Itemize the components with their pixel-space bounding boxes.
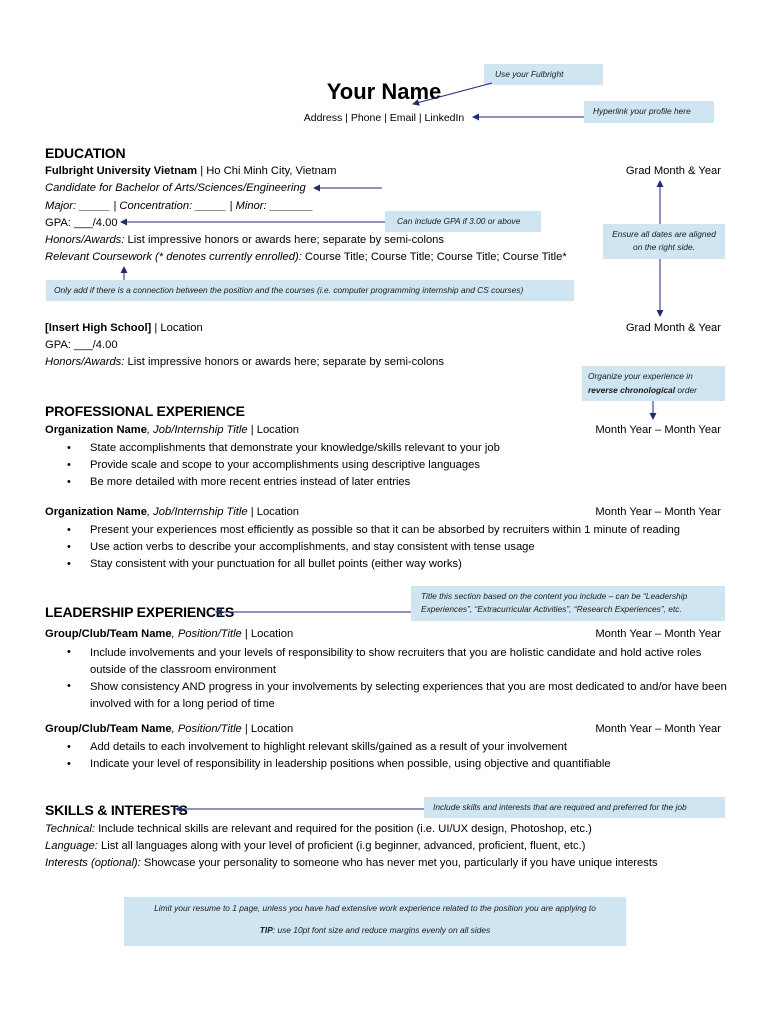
leadership-heading: LEADERSHIP EXPERIENCES (45, 604, 235, 620)
limit-text: Limit your resume to 1 page, unless you have had extensive work experience related to the position you are applying to (154, 903, 596, 913)
note-title-section: Title this section based on the content you include – can be “Leadership Experiences”, “Extracurricular Activities”, “Research Experiences”, etc. (411, 586, 725, 621)
note-use-fulbright: Use your Fulbright (484, 64, 603, 85)
job2-title: , Job/Internship Title (146, 506, 248, 518)
bullet-dot: • (67, 680, 71, 692)
school2-location: | Location (151, 322, 203, 334)
bullet-dot: • (67, 758, 71, 770)
organize-bold: reverse chronological (588, 385, 676, 395)
lead1-title: , Position/Title (171, 628, 242, 640)
job2-org: Organization Name (45, 506, 147, 518)
job1-location: | Location (247, 424, 300, 436)
skills-heading: SKILLS & INTERESTS (45, 802, 188, 818)
honors-label: Honors/Awards: (45, 234, 125, 246)
professional-heading: PROFESSIONAL EXPERIENCE (45, 403, 245, 419)
bullet-dot: • (67, 741, 71, 753)
school1-date: Grad Month & Year (625, 165, 721, 177)
language-text: List all languages along with your level of proficient (i.g beginner, advanced, proficient, fluent, etc.) (97, 840, 586, 852)
lead1-bullet: Include involvements and your levels of responsibility to show recruiters that you are holistic candidate and hold active roles outside of the classroom environment (90, 647, 702, 676)
job1-bullet: Be more detailed with more recent entries instead of later entries (90, 476, 411, 488)
technical-text: Include technical skills are relevant and required for the position (i.e. UI/UX design, Photoshop, etc.) (94, 823, 592, 835)
education-heading: EDUCATION (45, 145, 126, 161)
school2-name: [Insert High School] (45, 322, 152, 334)
school1-name: Fulbright University Vietnam (45, 165, 198, 177)
bullet-dot: • (67, 442, 71, 454)
school2-date: Grad Month & Year (625, 322, 721, 334)
tip-label: TIP (259, 925, 273, 935)
lead1-date: Month Year – Month Year (595, 628, 721, 640)
job2-bullet: Use action verbs to describe your accomplishments, and stay consistent with tense usage (90, 541, 535, 553)
note-gpa: Can include GPA if 3.00 or above (385, 211, 541, 232)
organize-post: order (675, 385, 697, 395)
school1-location: | Ho Chi Minh City, Vietnam (197, 165, 337, 177)
note-dates: Ensure all dates are aligned on the right side. (603, 224, 725, 259)
note-skills: Include skills and interests that are required and preferred for the job (424, 797, 725, 818)
school2-gpa: GPA: ___/4.00 (45, 339, 118, 351)
job1-bullet: State accomplishments that demonstrate your knowledge/skills relevant to your job (90, 442, 500, 454)
lead2-org: Group/Club/Team Name (45, 723, 172, 735)
lead1-org: Group/Club/Team Name (45, 628, 172, 640)
job1-org: Organization Name (45, 424, 147, 436)
note-courses: Only add if there is a connection between the position and the courses (i.e. computer programming internship and CS courses) (46, 280, 574, 301)
school1-gpa: GPA: ___/4.00 (45, 217, 118, 229)
interests-text: Showcase your personality to someone who has never met you, particularly if you have unique interests (140, 857, 658, 869)
lead2-location: | Location (241, 723, 294, 735)
lead2-bullet: Indicate your level of responsibility in leadership positions when possible, using objective and quantifiable (90, 758, 611, 770)
coursework-text: Course Title; Course Title; Course Title; Course Title* (301, 251, 567, 263)
note-hyperlink: Hyperlink your profile here (584, 101, 714, 123)
honors-text: List impressive honors or awards here; separate by semi-colons (124, 356, 444, 368)
candidate-line: Candidate for Bachelor of Arts/Sciences/Engineering (45, 182, 306, 194)
job2-bullet: Stay consistent with your punctuation for all bullet points (either way works) (90, 558, 462, 570)
job1-bullet: Provide scale and scope to your accomplishments using descriptive languages (90, 459, 480, 471)
major-line: Major: _____ | Concentration: _____ | Minor: _______ (45, 200, 314, 212)
bullet-dot: • (67, 646, 71, 658)
resume-name: Your Name (326, 79, 442, 104)
interests-label: Interests (optional): (45, 857, 141, 869)
tip-text: : use 10pt font size and reduce margins evenly on all sides (272, 925, 491, 935)
lead2-date: Month Year – Month Year (595, 723, 721, 735)
lead2-title: , Position/Title (171, 723, 242, 735)
bullet-dot: • (67, 476, 71, 488)
job1-title: , Job/Internship Title (146, 424, 248, 436)
organize-pre: Organize your experience in (588, 371, 693, 381)
lead1-location: | Location (241, 628, 294, 640)
contact-line: Address | Phone | Email | LinkedIn (303, 112, 465, 124)
arrow-fulbright (413, 83, 492, 104)
bullet-dot: • (67, 541, 71, 553)
bullet-dot: • (67, 459, 71, 471)
honors-label: Honors/Awards: (45, 356, 125, 368)
lead1-bullet: Show consistency AND progress in your involvements by selecting experiences that you are most dedicated to and/or have been involved with for a long period of time (90, 681, 727, 710)
job2-date: Month Year – Month Year (595, 506, 721, 518)
technical-label: Technical: (45, 823, 95, 835)
job1-date: Month Year – Month Year (595, 424, 721, 436)
coursework-label: Relevant Coursework (* denotes currently enrolled): (45, 251, 302, 263)
job2-bullet: Present your experiences most efficiently as possible so that it can be absorbed by recruiters within 1 minute of reading (90, 524, 680, 536)
bullet-dot: • (67, 524, 71, 536)
language-label: Language: (45, 840, 98, 852)
lead2-bullet: Add details to each involvement to highlight relevant skills/gained as a result of your involvement (90, 741, 567, 753)
job2-location: | Location (247, 506, 300, 518)
honors-text: List impressive honors or awards here; separate by semi-colons (124, 234, 444, 246)
bullet-dot: • (67, 558, 71, 570)
